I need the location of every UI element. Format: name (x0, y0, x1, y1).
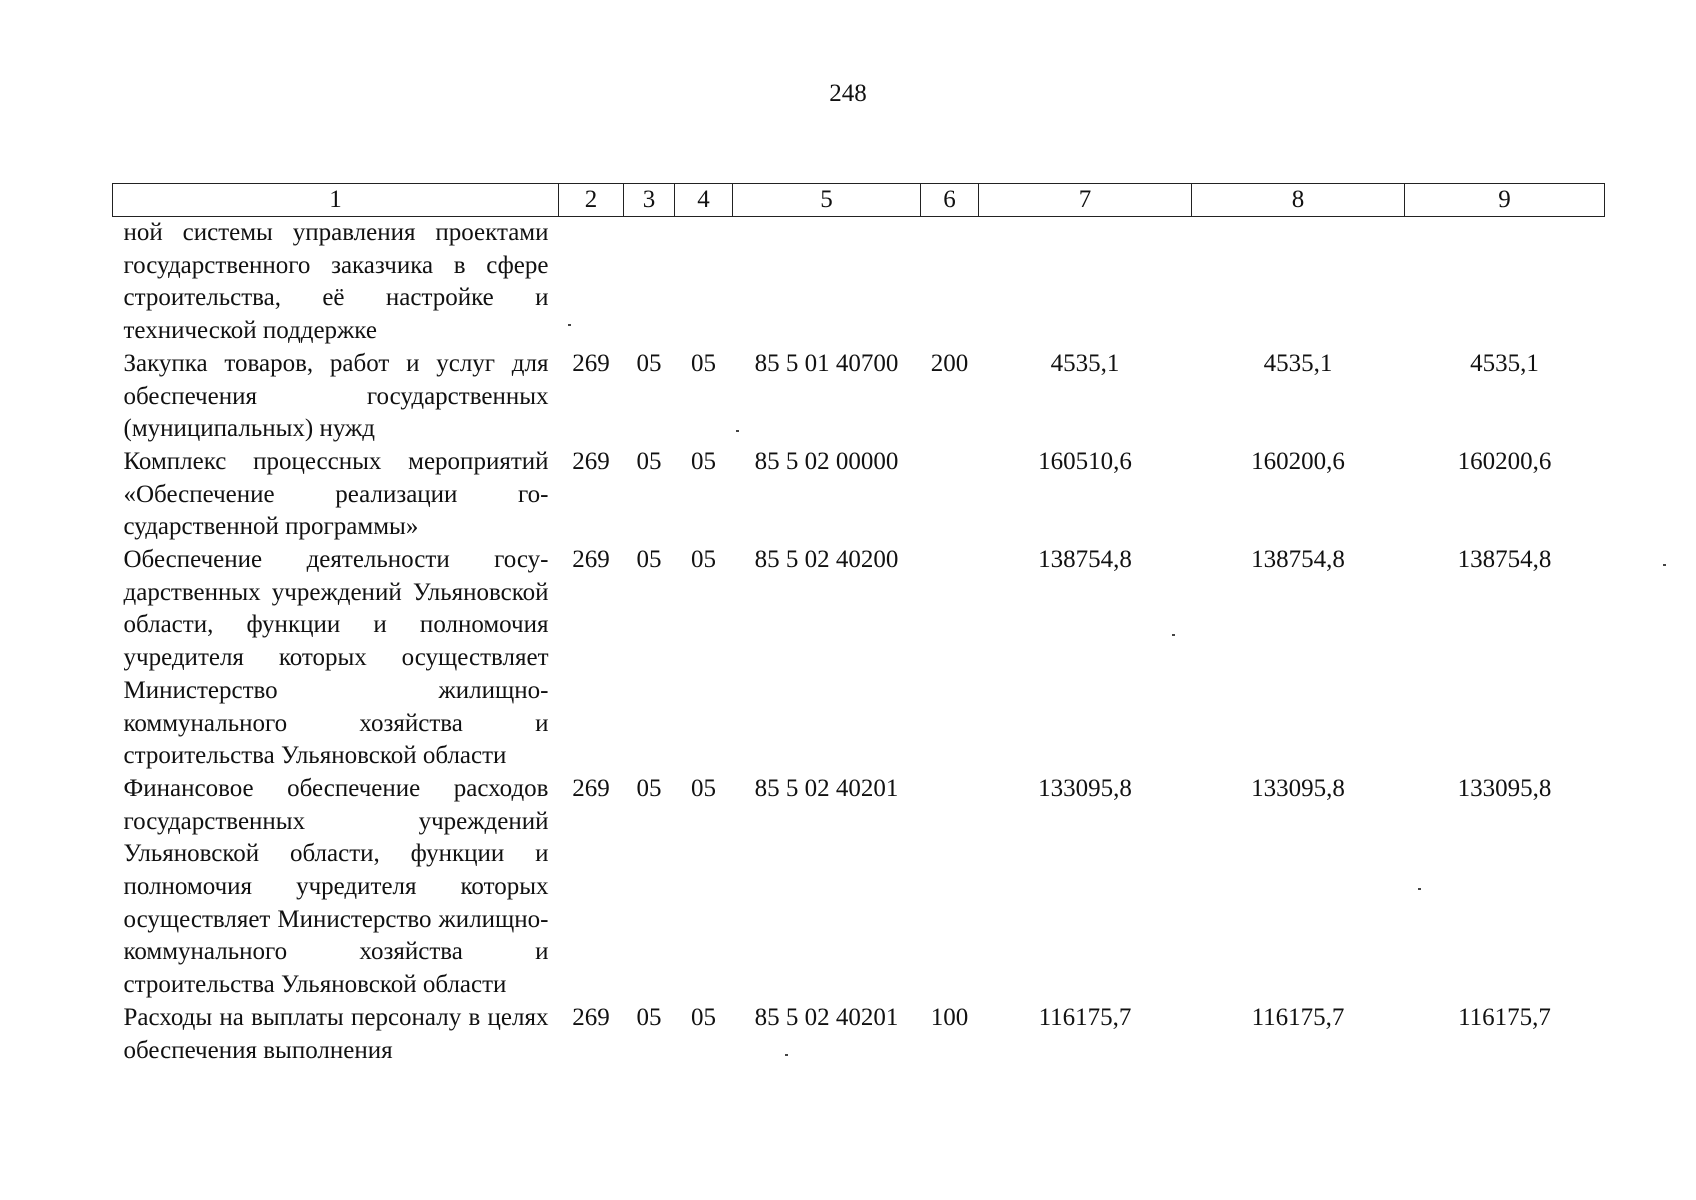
cell-subsection (675, 217, 733, 348)
cell-amount-col7: 160510,6 (1038, 447, 1132, 475)
scan-speck (1663, 564, 1666, 566)
cell-subsection: 05 (691, 774, 716, 802)
row-description: Комплекс процессных мероприятий «Обеспечение реализации государственной программы» (123, 447, 549, 541)
cell-ministry-code: 269 (572, 774, 610, 802)
row-description: Обеспечение деятельности государственных учреждений Ульяновской области, функции и полномочия учредителя которых осуществляет Министерство жилищно-коммунального хозяйства и строительства Ульяновской области (123, 546, 549, 770)
cell-expense-type (921, 773, 979, 1002)
header-col-8: 8 (1192, 184, 1405, 217)
row-description: ной системы управления проектами государственного заказчика в сфере строительства, её настройке и технической поддержке (123, 219, 549, 345)
budget-table-container (112, 183, 1604, 1067)
budget-table (112, 183, 1605, 1067)
cell-amount-col8: 160200,6 (1251, 447, 1345, 475)
cell-amount-col8: 116175,7 (1251, 1003, 1345, 1031)
cell-ministry-code: 269 (572, 349, 610, 377)
cell-expense-type (921, 217, 979, 348)
cell-ministry-code: 269 (572, 1003, 610, 1031)
cell-amount-col7: 138754,8 (1038, 546, 1132, 574)
cell-expense-type: 200 (930, 349, 969, 377)
cell-target-article: 85 5 02 00000 (754, 447, 899, 475)
cell-section: 05 (636, 774, 662, 802)
cell-amount-col7: 133095,8 (1038, 774, 1132, 802)
cell-amount-col9: 116175,7 (1458, 1003, 1551, 1031)
cell-amount-col9: 133095,8 (1457, 774, 1552, 802)
row-description: Расходы на выплаты персоналу в целях обеспечения выполнения (123, 1003, 549, 1064)
cell-target-article (733, 217, 921, 348)
header-col-5: 5 (733, 184, 921, 217)
row-description: Закупка товаров, работ и услуг для обеспечения государственных (муниципальных) нужд (123, 349, 549, 443)
scan-speck (1172, 634, 1175, 636)
table-row (113, 348, 1605, 446)
cell-expense-type (921, 446, 979, 544)
cell-subsection: 05 (691, 1003, 716, 1031)
table-row (113, 446, 1605, 544)
header-col-1: 1 (113, 184, 559, 217)
cell-target-article: 85 5 02 40201 (754, 1003, 899, 1031)
cell-amount-col8: 138754,8 (1251, 546, 1345, 574)
scan-speck (1418, 888, 1421, 890)
cell-section: 05 (636, 1003, 662, 1031)
cell-amount-col9: 138754,8 (1457, 546, 1552, 574)
cell-expense-type: 100 (930, 1003, 969, 1031)
cell-expense-type (921, 544, 979, 773)
cell-ministry-code: 269 (572, 447, 610, 475)
cell-section (624, 217, 675, 348)
page-number: 248 (829, 80, 867, 107)
cell-subsection: 05 (691, 447, 716, 475)
scan-speck (785, 1054, 788, 1056)
scan-speck (568, 324, 571, 326)
row-description: Финансовое обеспечение расходов государственных учреждений Ульяновской области, функции и полномочия учредителя которых осуществляет Министерство жилищно-коммунального хозяйства и строительства Ульяновской области (123, 774, 549, 999)
cell-target-article: 85 5 02 40201 (754, 774, 899, 802)
header-col-4: 4 (675, 184, 733, 217)
cell-amount-col7: 4535,1 (1050, 349, 1120, 377)
header-col-7: 7 (979, 184, 1192, 217)
header-row (113, 184, 1605, 217)
header-col-3: 3 (624, 184, 675, 217)
cell-section: 05 (636, 447, 662, 475)
table-row (113, 217, 1605, 348)
scan-speck (736, 430, 739, 432)
header-col-6: 6 (921, 184, 979, 217)
header-col-2: 2 (559, 184, 624, 217)
cell-target-article: 85 5 01 40700 (754, 349, 899, 377)
cell-target-article: 85 5 02 40200 (754, 546, 899, 574)
cell-subsection: 05 (691, 546, 716, 574)
cell-amount-col8 (1192, 217, 1405, 348)
cell-amount-col8: 133095,8 (1251, 774, 1345, 802)
cell-amount-col8: 4535,1 (1263, 349, 1333, 377)
table-row (113, 544, 1605, 773)
table-row (113, 773, 1605, 1002)
cell-section: 05 (636, 349, 662, 377)
cell-amount-col7: 116175,7 (1038, 1003, 1132, 1031)
cell-amount-col9: 160200,6 (1457, 447, 1552, 475)
cell-amount-col9 (1405, 217, 1605, 348)
cell-section: 05 (636, 546, 662, 574)
header-col-9: 9 (1405, 184, 1605, 217)
cell-subsection: 05 (691, 349, 716, 377)
cell-amount-col9: 4535,1 (1470, 349, 1539, 377)
cell-ministry-code: 269 (572, 546, 610, 574)
cell-amount-col7 (979, 217, 1192, 348)
table-row (113, 1002, 1605, 1067)
cell-ministry-code (559, 217, 624, 348)
